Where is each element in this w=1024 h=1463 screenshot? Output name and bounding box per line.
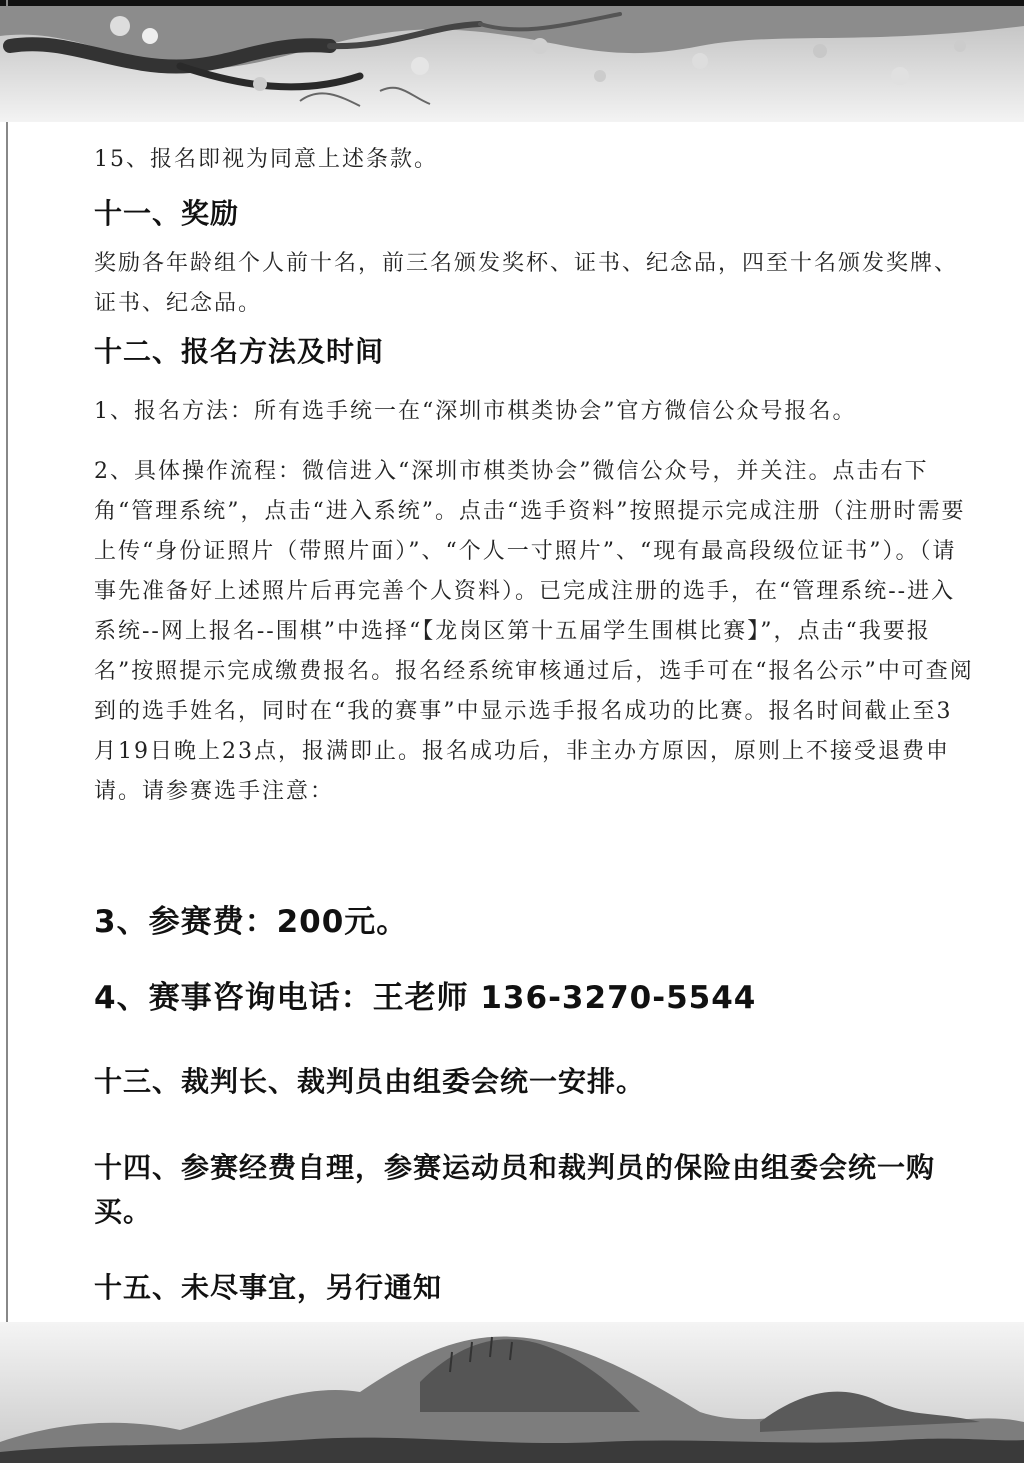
section-12-title: 十二、报名方法及时间: [94, 335, 385, 368]
contact-phone: 4、赛事咨询电话：王老师 136-3270-5544: [94, 980, 757, 1016]
registration-method: 1、报名方法：所有选手统一在“深圳市棋类协会”官方微信公众号报名。: [94, 399, 857, 424]
mountain-landscape-illustration: [0, 1322, 1024, 1463]
clause-15: 15、报名即视为同意上述条款。: [94, 147, 438, 172]
plum-branch-illustration: [0, 6, 1024, 122]
section-14: 十四、参赛经费自理，参赛运动员和裁判员的保险由组委会统一购买。: [94, 1151, 936, 1228]
left-border: [6, 0, 8, 1463]
registration-procedure: 2、具体操作流程：微信进入“深圳市棋类协会”微信公众号，并关注。点击右下角“管理系统”，点击“进入系统”。点击“选手资料”按照提示完成注册（注册时需要上传“身份证照片（带照片面）”、“个人一寸照片”、“现有最高段级位证书”）。（请事先准备好上述照片后再完善个人资料）。已完成注册的选手，在“管理系统--进入系统--网上报名--围棋”中选择“【龙岗区第十五届学生围棋比赛】”，点击“我要报名”按照提示完成缴费报名。报名经系统审核通过后，选手可在“报名公示”中可查阅到的选手姓名，同时在“我的赛事”中显示选手报名成功的比赛。报名时间截止至3月19日晚上23点，报满即止。报名成功后，非主办方原因，原则上不接受退费申请。请参赛选手注意：: [94, 459, 974, 804]
section-13: 十三、裁判长、裁判员由组委会统一安排。: [94, 1065, 646, 1098]
section-11-title: 十一、奖励: [94, 197, 240, 230]
section-11-body: 奖励各年龄组个人前十名，前三名颁发奖杯、证书、纪念品，四至十名颁发奖牌、证书、纪念品。: [94, 251, 959, 316]
section-15: 十五、未尽事宜，另行通知: [94, 1271, 443, 1304]
entry-fee: 3、参赛费：200元。: [94, 904, 409, 940]
